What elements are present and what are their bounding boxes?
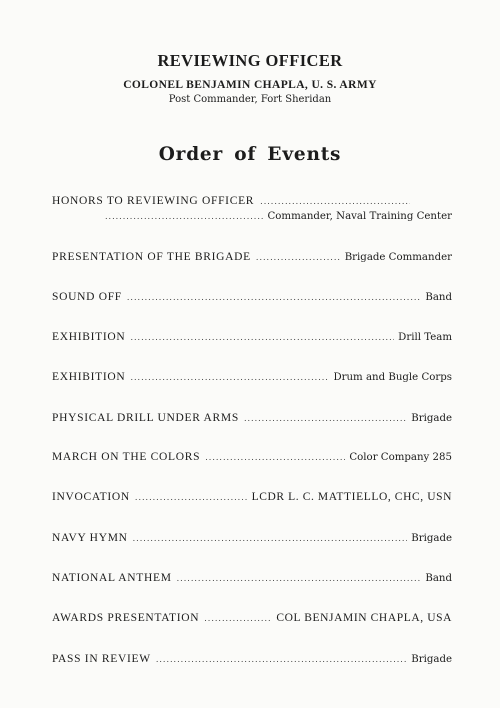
event-performer: Brigade xyxy=(411,654,452,665)
event-name: SOUND OFF xyxy=(52,291,122,303)
event-name: MARCH ON THE COLORS xyxy=(52,451,201,463)
event-presentation-brigade xyxy=(52,249,452,265)
event-performer: COL BENJAMIN CHAPLA, USA xyxy=(276,612,452,624)
event-name: PHYSICAL DRILL UNDER ARMS xyxy=(52,412,239,424)
event-awards xyxy=(52,610,452,626)
event-invocation xyxy=(52,489,452,505)
reviewing-officer-name: COLONEL BENJAMIN CHAPLA, U. S. ARMY xyxy=(123,79,377,91)
event-leader xyxy=(133,531,408,547)
event-performer: Drum and Bugle Corps xyxy=(333,372,452,383)
event-honors-line2 xyxy=(52,209,452,225)
event-name: NAVY HYMN xyxy=(52,532,128,544)
event-performer: Drill Team xyxy=(398,332,452,343)
event-name: AWARDS PRESENTATION xyxy=(52,612,200,624)
event-leader xyxy=(177,571,422,587)
order-of-events-title: Order of Events xyxy=(158,144,342,165)
event-leader xyxy=(130,330,394,346)
event-name: PASS IN REVIEW xyxy=(52,653,151,665)
event-exhibition-drum xyxy=(52,369,452,385)
reviewing-officer-header xyxy=(0,50,500,106)
event-leader xyxy=(205,450,345,466)
event-leader xyxy=(127,290,421,306)
event-leader xyxy=(135,490,248,506)
event-performer: Commander, Naval Training Center xyxy=(267,211,452,222)
reviewing-officer-title: REVIEWING OFFICER xyxy=(157,51,343,70)
event-name: PRESENTATION OF THE BRIGADE xyxy=(52,251,251,263)
event-leader xyxy=(256,250,341,266)
event-leader xyxy=(260,194,410,210)
reviewing-officer-post: Post Commander, Fort Sheridan xyxy=(168,94,332,105)
event-pass-review xyxy=(52,651,452,667)
event-exhibition-drill xyxy=(52,329,452,345)
event-performer: LCDR L. C. MATTIELLO, CHC, USN xyxy=(251,491,452,503)
event-navy-hymn xyxy=(52,530,452,546)
event-performer: Brigade Commander xyxy=(344,252,452,263)
event-national-anthem xyxy=(52,570,452,586)
event-honors xyxy=(52,193,452,209)
event-performer: Brigade xyxy=(411,533,452,544)
event-performer: Band xyxy=(425,292,452,303)
event-name: INVOCATION xyxy=(52,491,130,503)
event-leader xyxy=(156,652,407,668)
event-performer: Brigade xyxy=(411,413,452,424)
event-leader xyxy=(204,611,272,627)
event-sound-off xyxy=(52,289,452,305)
event-physical-drill xyxy=(52,410,452,426)
event-march-colors xyxy=(52,449,452,465)
event-name: EXHIBITION xyxy=(52,371,126,383)
event-name: EXHIBITION xyxy=(52,331,126,343)
event-leader xyxy=(244,411,407,427)
event-performer: Band xyxy=(425,573,452,584)
event-leader xyxy=(130,370,329,386)
event-leader xyxy=(105,209,264,225)
event-name: NATIONAL ANTHEM xyxy=(52,572,172,584)
event-performer: Color Company 285 xyxy=(349,452,452,463)
event-name: HONORS TO REVIEWING OFFICER xyxy=(52,195,255,207)
